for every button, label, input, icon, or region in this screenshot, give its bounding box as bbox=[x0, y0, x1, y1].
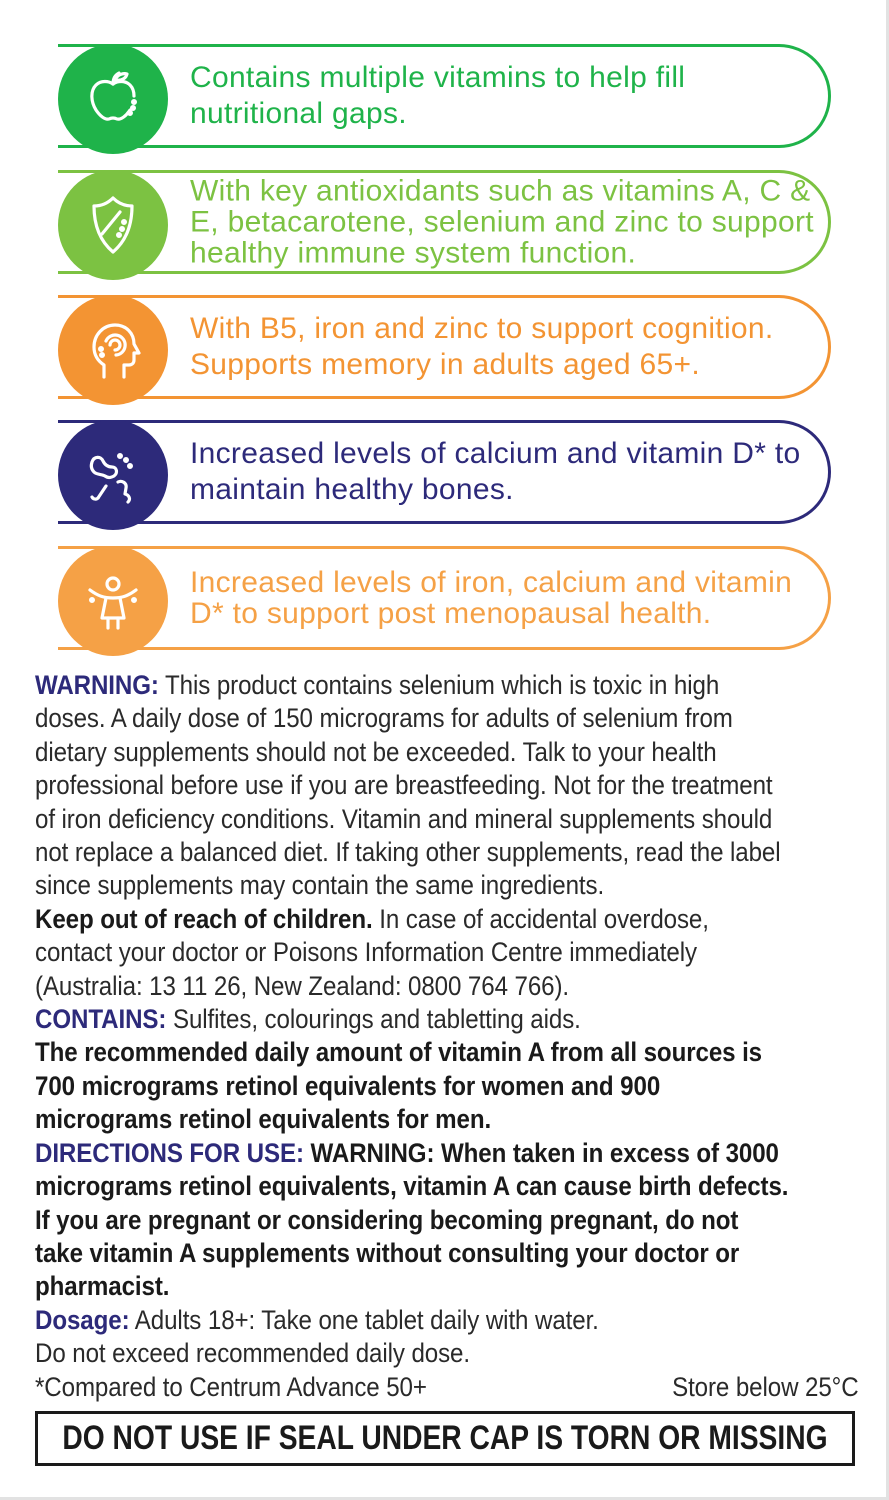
benefit-icon-disc bbox=[58, 546, 168, 656]
benefit-text: With B5, iron and zinc to support cognition. Supports memory in adults aged 65+. bbox=[190, 312, 774, 381]
warning-text: This product contains selenium which is toxic in high doses. A daily dose of 150 micrograms for adults of selenium from dietary supplements should not be exceeded. Talk to your health professional before use if you are breastfeeding. Not for the treatment of iron deficiency conditions. Vitamin and mineral supplements should not replace a balanced diet. If taking other supplements, read the label since supplements may contain the same ingredients. bbox=[35, 670, 781, 901]
warning-label: WARNING: bbox=[35, 670, 159, 700]
benefit-text: Contains multiple vitamins to help fill nutritional gaps. bbox=[190, 61, 686, 130]
apple-icon bbox=[80, 66, 146, 132]
keep-out-paragraph bbox=[35, 903, 790, 1003]
benefit-text: With key antioxidants such as vitamins A, C & E, betacarotene, selenium and zinc to support healthy immune system function. bbox=[190, 174, 814, 270]
brain-head-icon bbox=[80, 317, 146, 383]
dosage-label: Dosage: bbox=[35, 1304, 130, 1335]
warning-paragraph bbox=[35, 669, 790, 903]
benefit-multivitamin bbox=[58, 44, 831, 148]
benefit-bones bbox=[58, 420, 831, 524]
directions-label: DIRECTIONS FOR USE: bbox=[35, 1137, 304, 1168]
benefit-cognition bbox=[58, 295, 831, 399]
footnote: *Compared to Centrum Advance 50+ bbox=[35, 1371, 427, 1402]
benefit-menopausal bbox=[58, 546, 831, 650]
shield-icon bbox=[80, 192, 146, 258]
directions-paragraph bbox=[35, 1137, 790, 1304]
seal-notice-box bbox=[35, 1411, 855, 1466]
label-information bbox=[35, 669, 859, 1404]
contains-label: CONTAINS: bbox=[35, 1004, 167, 1035]
dosage-text: Adults 18+: Take one tablet daily with water. bbox=[134, 1304, 599, 1335]
contains-paragraph bbox=[35, 1003, 790, 1036]
benefit-icon-disc bbox=[58, 295, 168, 405]
woman-figure-icon bbox=[80, 568, 146, 634]
storage-note: Store below 25°C bbox=[672, 1371, 859, 1402]
keep-out-text: In case of accidental overdose, contact your doctor or Poisons Information Centre immediately (Australia: 13 11 26, New Zealand: 0800 764 766). bbox=[35, 903, 709, 1001]
benefit-icon-disc bbox=[58, 170, 168, 280]
bone-joint-icon bbox=[80, 442, 146, 508]
benefit-antioxidants bbox=[58, 170, 831, 274]
dosage-paragraph bbox=[35, 1304, 790, 1337]
contains-text: Sulfites, colourings and tabletting aids. bbox=[172, 1004, 581, 1035]
benefit-text: Increased levels of calcium and vitamin D* to maintain healthy bones. bbox=[190, 437, 801, 506]
directions-text: WARNING: When taken in excess of 3000 micrograms retinol equivalents, vitamin A can cause birth defects. If you are pregnant or considering becoming pregnant, do not take vitamin A supplements without consulting your doctor or pharmacist. bbox=[35, 1137, 789, 1302]
vitamin-a-statement: The recommended daily amount of vitamin A from all sources is 700 micrograms retinol equivalents for women and 900 micrograms retinol equivalents for men. bbox=[35, 1037, 763, 1135]
benefit-text: Increased levels of iron, calcium and vitamin D* to support post menopausal health. bbox=[190, 566, 793, 630]
benefit-icon-disc bbox=[58, 44, 168, 154]
footnote-row bbox=[35, 1371, 859, 1404]
keep-out-heading: Keep out of reach of children. bbox=[35, 903, 373, 934]
seal-notice: DO NOT USE IF SEAL UNDER CAP IS TORN OR MISSING bbox=[62, 1419, 828, 1457]
benefit-icon-disc bbox=[58, 420, 168, 530]
dosage-limit: Do not exceed recommended daily dose. bbox=[35, 1338, 470, 1369]
